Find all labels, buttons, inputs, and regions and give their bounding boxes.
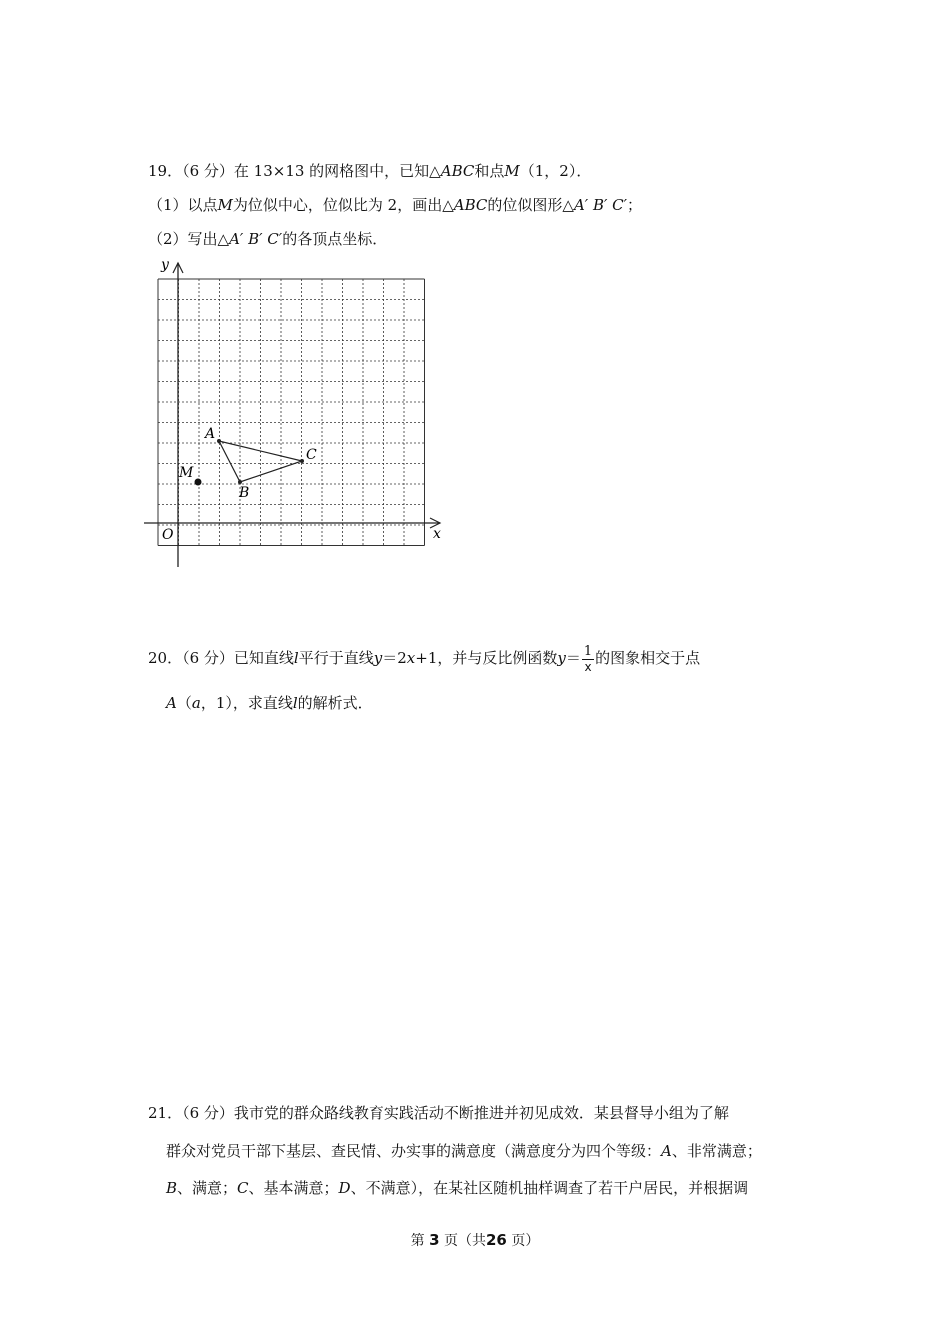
q19-part1: （1）以点M为位似中心，位似比为 2，画出△ABC的位似图形△A′ B′ C′； [148,196,643,214]
page-footer: 第 3 页（共26 页） [410,1231,540,1249]
q20-line2: A（a，1），求直线l的解析式． [166,694,373,712]
q21-line3: B、满意；C、基本满意；D、不满意），在某社区随机抽样调查了若干户居民，并根据调 [166,1179,749,1197]
page-number: 3 [429,1231,440,1249]
point-b [238,480,242,484]
label-m: M [179,465,194,481]
q21-line2: 群众对党员干部下基层、查民情、办实事的满意度（满意度分为四个等级：A、非常满意； [166,1142,762,1160]
q21-line1: 21．（6 分）我市党的群众路线教育实践活动不断推进并初见成效．某县督导小组为了解 [148,1104,729,1122]
grid-lines [158,279,425,546]
origin-label: O [162,527,174,543]
q21-number: 21． [148,1104,183,1122]
label-c: C [306,447,317,463]
q19-part2: （2）写出△A′ B′ C′的各顶点坐标． [148,230,388,248]
label-b: B [239,485,250,501]
q19-number: 19． [148,162,183,180]
label-a: A [205,426,216,442]
x-axis-label: x [433,526,441,542]
grid-figure [140,255,450,570]
page-total: 26 [486,1231,507,1249]
point-m [195,479,202,486]
fraction-1-over-x: $\frac{1}{x}$ [583,643,593,674]
point-c [300,459,304,463]
q19-line1: 19．（6 分）在 13×13 的网格图中，已知△ABC和点M（1，2）． [148,162,592,180]
q20-number: 20． [148,649,183,667]
point-a [217,439,221,443]
y-axis-label: y [161,257,169,273]
q20-line1: 20．（6 分）已知直线l平行于直线y＝2x+1，并与反比例函数y＝ $\frac{1}{x}$ 的图象相交于点 [148,643,701,674]
